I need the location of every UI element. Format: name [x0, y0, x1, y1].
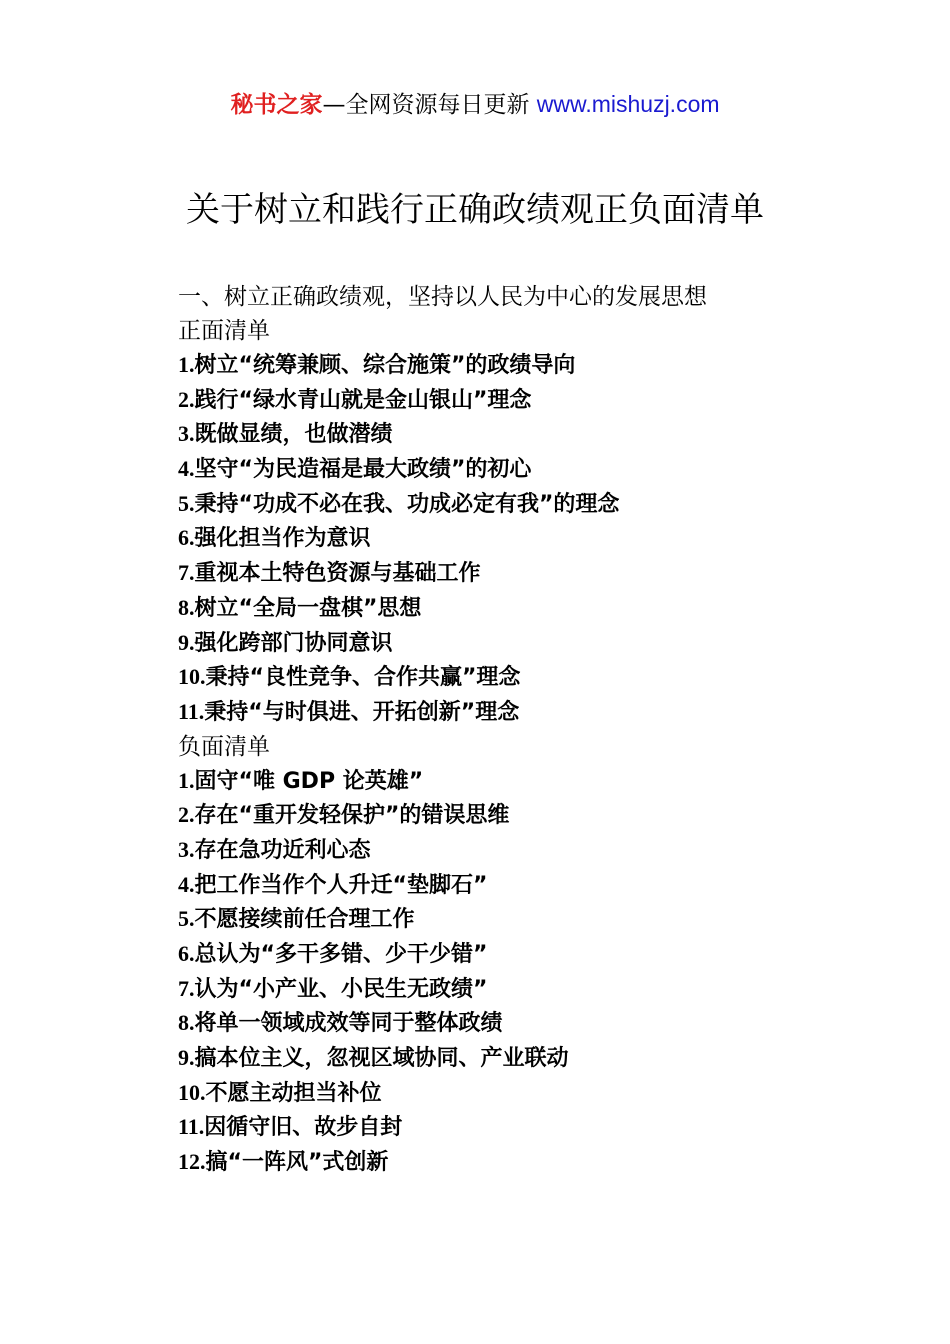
positive-list	[178, 348, 898, 730]
list-item-number: 11.	[178, 698, 205, 724]
site-header	[0, 86, 950, 123]
list-item-text: 存在急功近利心态	[194, 837, 371, 863]
list-item-number: 7.	[178, 560, 195, 586]
list-item-text: 秉持“功成不必在我、功成必定有我”的理念	[194, 491, 620, 517]
site-url-link[interactable]: www.mishuzj.com	[536, 91, 720, 117]
document-body	[178, 280, 898, 1180]
list-item-text: 把工作当作个人升迁“垫脚石”	[194, 872, 488, 898]
list-item-number: 8.	[178, 1010, 195, 1036]
positive-list-label: 正面清单	[178, 318, 270, 344]
list-item-text: 搞本位主义，忽视区域协同、产业联动	[194, 1046, 569, 1072]
list-item-text: 树立“统筹兼顾、综合施策”的政绩导向	[194, 353, 576, 378]
list-item-text: 将单一领域成效等同于整体政绩	[194, 1011, 503, 1037]
section-heading: 一、树立正确政绩观，坚持以人民为中心的发展思想	[178, 284, 707, 310]
list-item	[178, 383, 898, 418]
list-item	[178, 521, 898, 556]
list-item-number: 4.	[178, 456, 195, 482]
list-item	[178, 660, 898, 695]
list-item-text: 因循守旧、故步自封	[204, 1115, 403, 1141]
list-item-text: 践行“绿水青山就是金山银山”理念	[194, 387, 532, 413]
list-item-text: 强化担当作为意识	[194, 526, 371, 552]
list-item	[178, 591, 898, 626]
list-item-number: 2.	[178, 386, 195, 412]
list-item	[178, 1110, 898, 1145]
list-item	[178, 972, 898, 1007]
list-item-number: 6.	[178, 525, 195, 551]
header-tagline: —全网资源每日更新	[322, 92, 537, 118]
list-item-text: 秉持“与时俱进、开拓创新”理念	[204, 699, 520, 725]
brand-name: 秘书之家	[230, 92, 323, 118]
list-item-text: 强化跨部门协同意识	[194, 630, 393, 656]
list-item-number: 7.	[178, 975, 195, 1001]
list-item-text: 重视本土特色资源与基础工作	[194, 561, 481, 587]
list-item	[178, 868, 898, 903]
list-item	[178, 764, 898, 799]
list-item-number: 10.	[178, 1079, 206, 1105]
list-item	[178, 902, 898, 937]
list-item-number: 4.	[178, 871, 195, 897]
list-item-number: 3.	[178, 421, 195, 447]
list-item-text: 存在“重开发轻保护”的错误思维	[194, 803, 510, 829]
list-item	[178, 1006, 898, 1041]
list-item-text: 认为“小产业、小民生无政绩”	[194, 976, 488, 1002]
list-item-text: 既做显绩，也做潜绩	[194, 422, 393, 448]
list-item-text: 不愿主动担当补位	[205, 1080, 382, 1106]
list-item	[178, 626, 898, 661]
list-item-text: 坚守“为民造福是最大政绩”的初心	[194, 457, 532, 483]
list-item-number: 2.	[178, 802, 195, 828]
list-item-number: 1.	[178, 767, 195, 793]
list-item-number: 11.	[178, 1114, 205, 1140]
list-item	[178, 417, 898, 452]
list-item-text: 搞“一阵风”式创新	[205, 1150, 389, 1176]
list-item-number: 1.	[178, 352, 195, 377]
list-item-number: 6.	[178, 941, 195, 966]
list-item	[178, 452, 898, 487]
list-item-number: 12.	[178, 1149, 206, 1175]
list-item-text: 秉持“良性竞争、合作共赢”理念	[205, 665, 521, 691]
list-item-number: 5.	[178, 906, 195, 932]
list-item	[178, 695, 898, 730]
list-item-text: 树立“全局一盘棋”思想	[194, 595, 422, 621]
list-item-number: 10.	[178, 664, 206, 690]
list-item	[178, 1076, 898, 1111]
list-item-number: 9.	[178, 1045, 195, 1071]
negative-list-label: 负面清单	[178, 733, 270, 760]
list-item	[178, 556, 898, 591]
list-item-text: 总认为“多干多错、少干少错”	[194, 942, 488, 967]
list-item-number: 8.	[178, 594, 195, 620]
list-item	[178, 1145, 898, 1180]
list-item-number: 5.	[178, 490, 195, 516]
list-item	[178, 348, 898, 383]
list-item	[178, 798, 898, 833]
list-item-number: 9.	[178, 629, 195, 655]
list-item	[178, 937, 898, 972]
list-item	[178, 1041, 898, 1076]
document-title: 关于树立和践行正确政绩观正负面清单	[186, 190, 764, 230]
list-item-text: 不愿接续前任合理工作	[194, 907, 415, 933]
list-item-text: 固守“唯 GDP 论英雄”	[194, 768, 424, 794]
list-item-number: 3.	[178, 836, 195, 862]
negative-list	[178, 764, 898, 1180]
list-item	[178, 833, 898, 868]
list-item	[178, 487, 898, 522]
